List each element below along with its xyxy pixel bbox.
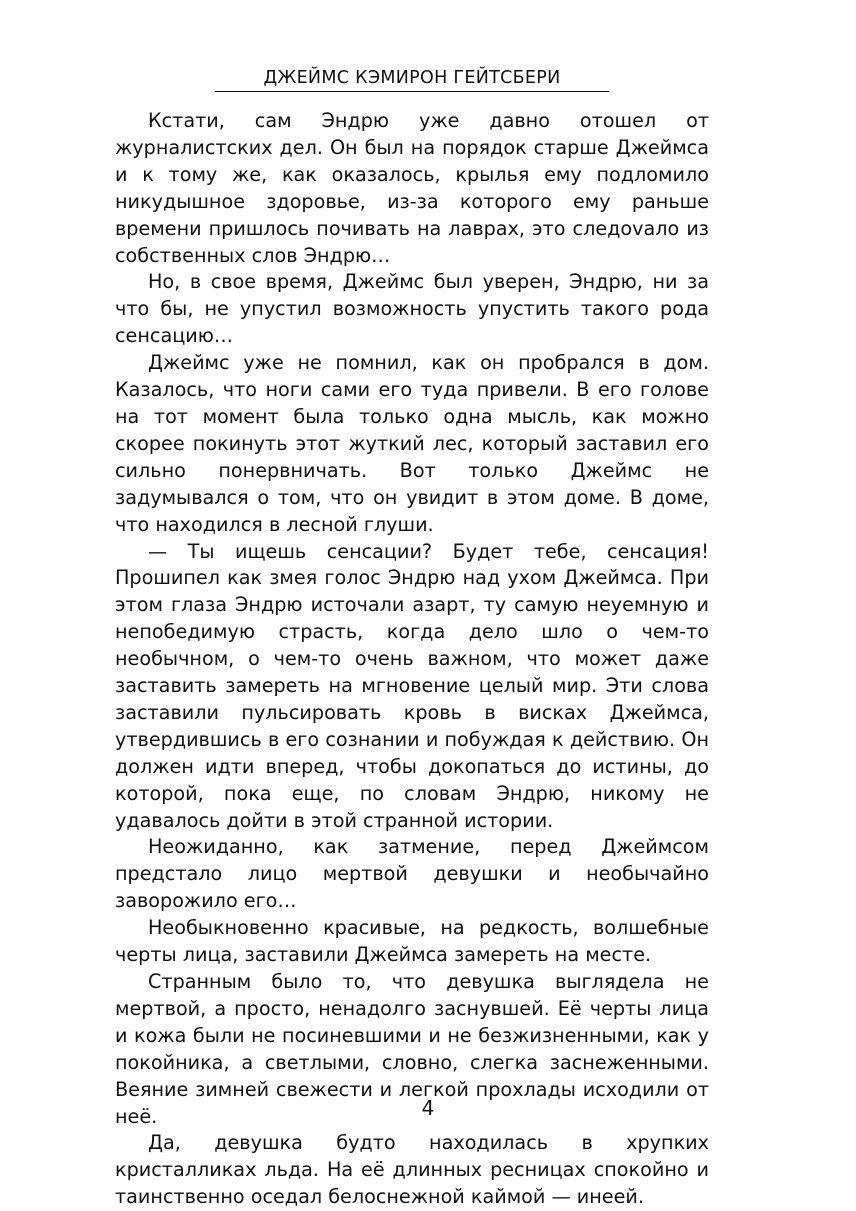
paragraph: — Ты ищешь сенсации? Будет тебе, сенсация! Прошипел как змея голос Эндрю над ухом Джеймса. При этом глаза Эндрю источали азарт, ту самую неуемную и непобедимую страсть, когда дело шло о чем-то необычном, о чем-то очень важном, что может даже заставить замереть на мгновение целый мир. Эти слова заставили пульсировать кровь в висках Джеймса, утвердившись в его сознании и побуждая к действию. Он должен идти вперед, чтобы докопаться до истины, до которой, пока еще, по словам Эндрю, никому не удавалось дойти в этой странной истории. xyxy=(115,539,709,832)
paragraph: Но, в свое время, Джеймс был уверен, Эндрю, ни за что бы, не упустил возможность упустить такого рода сенсацию… xyxy=(115,270,709,348)
paragraph: Неожиданно, как затмение, перед Джеймсом предстало лицо мертвой девушки и необычайно заворожило его… xyxy=(115,835,709,913)
paragraph: Джеймс уже не помнил, как он пробрался в дом. Казалось, что ноги сами его туда привели. В его голове на тот момент была только одна мысль, как можно скорее покинуть этот жуткий лес, который заставил его сильно понервничать. Вот только Джеймс не задумывался о том, что он увидит в этом доме. В доме, что находился в лесной глуши. xyxy=(115,351,709,536)
body-text xyxy=(115,108,709,1211)
running-header: ДЖЕЙМС КЭМИРОН ГЕЙТСБЕРИ xyxy=(263,68,561,88)
paragraph: Необыкновенно красивые, на редкость, волшебные черты лица, заставили Джеймса замереть на месте. xyxy=(115,916,709,967)
paragraph: Странным было то, что девушка выглядела не мертвой, а просто, ненадолго заснувшей. Её черты лица и кожа были не посиневшими и не безжизненными, как у покойника, а светлыми, словно, слегка заснеженными. Веяние зимней свежести и легкой прохлады исходили от неё. xyxy=(115,970,709,1128)
paragraph: Да, девушка будто находилась в хрупких кристалликах льда. На её длинных ресницах спокойно и таинственно оседал белоснежной каймой — инеей. xyxy=(115,1131,709,1209)
header-divider xyxy=(215,91,609,92)
paragraph: Кстати, сам Эндрю уже давно отошел от журналистских дел. Он был на порядок старше Джеймса и к тому же, как оказалось, крылья ему подломило никудышное здоровье, из-за которого ему раньше времени пришлось почивать на лаврах, это следоvало из собственных слов Эндрю… xyxy=(115,109,709,267)
page-number: 4 xyxy=(421,1096,435,1120)
